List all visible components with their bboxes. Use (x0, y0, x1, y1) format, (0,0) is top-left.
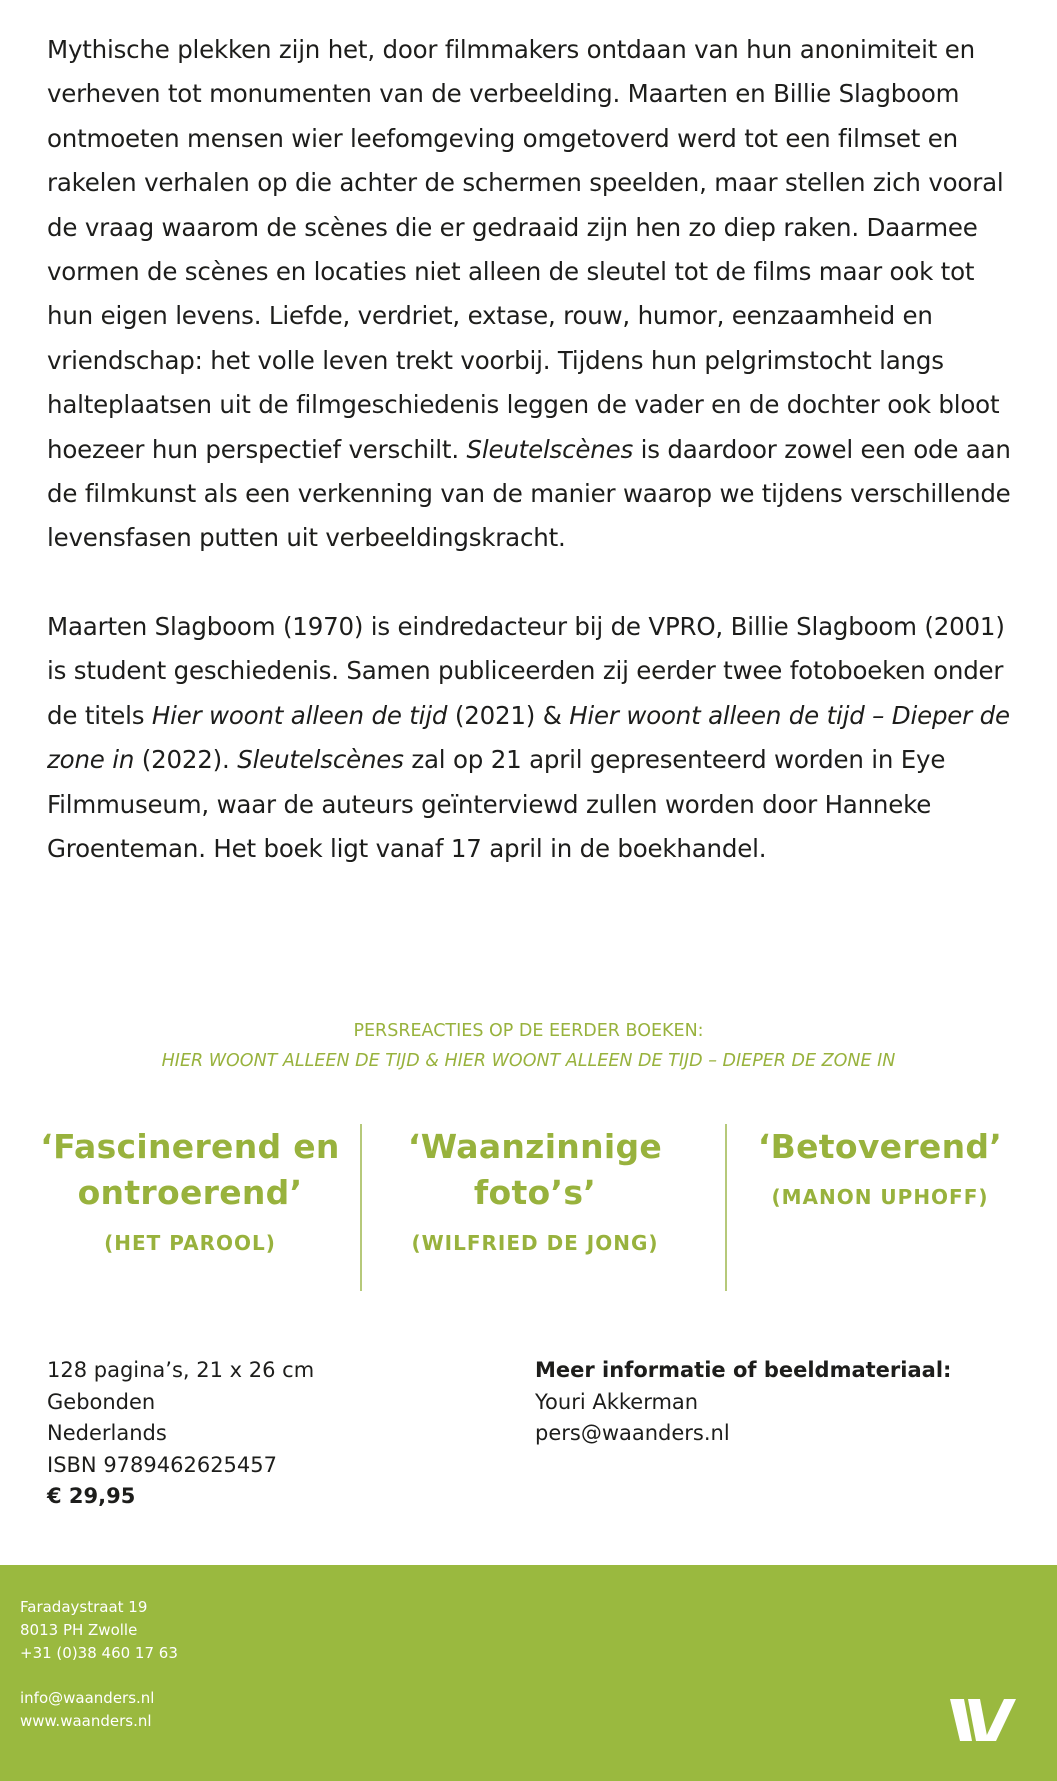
body-text (47, 28, 1012, 871)
bio-text-e: (2022). (134, 745, 238, 775)
bio-text-a: Maarten Slagboom (1970) is eindredacteur bij de VPRO, Billie Slagboom (2001) is student geschiedenis. Samen publiceerden zij eerder twee fotoboeken onder de titels (47, 611, 1005, 730)
footer-address (20, 1596, 178, 1664)
intro-paragraph (47, 28, 1012, 561)
contact-email[interactable]: pers@waanders.nl (535, 1421, 730, 1445)
footer-web (20, 1687, 154, 1733)
press-heading (0, 1016, 1057, 1076)
book-isbn: ISBN 9789462625457 (47, 1452, 278, 1477)
quote-divider (360, 1124, 362, 1291)
bio-paragraph (47, 605, 1012, 871)
intro-text-a: Mythische plekken zijn het, door filmmakers ontdaan van hun anonimiteit en verheven tot monumenten van de verbeelding. Maarten en Billie Slagboom ontmoeten mensen wier leefomgeving omgetoverd werd tot een filmset en rakelen verhalen op die achter de schermen speelden, maar stellen zich vooral de vraag waarom de scènes die er gedraaid zijn hen zo diep raken. Daarmee vormen de scènes en locaties niet alleen de sleutel tot de films maar ook tot hun eigen levens. Liefde, verdriet, extase, rouw, humor, eenzaamheid en vriendschap: het volle leven trekt voorbij. Tijdens hun pelgrimstocht langs halteplaatsen uit de filmgeschiedenis leggen de vader en de dochter ook bloot hoezeer hun perspectief verschilt. (47, 35, 1004, 464)
book-language: Nederlands (47, 1421, 167, 1445)
footer-email[interactable]: info@waanders.nl (20, 1689, 155, 1707)
book-pages: 128 pagina’s, 21 x 26 cm (47, 1358, 315, 1382)
quote-source: (WILFRIED DE JONG) (411, 1231, 659, 1255)
quote-text: ‘Betoverend’ (757, 1127, 1003, 1166)
contact-name: Youri Akkerman (535, 1389, 699, 1414)
bio-text-c: (2021) & (447, 700, 570, 730)
book-price: € 29,95 (47, 1484, 136, 1508)
bio-text-g: zal op 21 april gepresenteerd worden in Eye Filmmuseum, waar de auteurs geïnterviewd zullen worden door Hanneke Groenteman. Het boek ligt vanaf 17 april in de boekhandel. (47, 745, 946, 863)
press-heading-title: PERSREACTIES OP DE EERDER BOEKEN: (353, 1021, 704, 1041)
quote-source: (MANON UPHOFF) (771, 1185, 989, 1209)
press-contact (535, 1355, 951, 1450)
intro-book-title: Sleutelscènes (466, 434, 634, 464)
intro-text-c: is daardoor zowel een ode aan de filmkunst als een verkenning van de manier waarop we tijdens verschillende levensfasen putten uit verbeeldingskracht. (47, 434, 1011, 553)
quote-source: (HET PAROOL) (104, 1231, 276, 1255)
press-quotes (0, 1124, 1057, 1291)
footer-city: 8013 PH Zwolle (20, 1620, 138, 1639)
press-quote (730, 1124, 1030, 1212)
quote-text: ‘Waanzinnige foto’s’ (407, 1127, 663, 1212)
book-details (47, 1355, 314, 1513)
quote-divider (725, 1124, 727, 1291)
book-binding: Gebonden (47, 1389, 156, 1414)
press-heading-subtitle: HIER WOONT ALLEEN DE TIJD & HIER WOONT ALLEEN DE TIJD – DIEPER DE ZONE IN (161, 1051, 896, 1071)
bio-book-title-2: Hier woont alleen de tijd – Dieper de zone in (47, 700, 1010, 775)
footer-website[interactable]: www.waanders.nl (20, 1711, 152, 1730)
waanders-w-logo-icon (950, 1695, 1016, 1745)
footer-street: Faradaystraat 19 (20, 1598, 148, 1616)
footer (0, 1565, 1057, 1781)
press-quote (370, 1124, 700, 1258)
press-quote (30, 1124, 350, 1258)
contact-heading: Meer informatie of beeldmateriaal: (535, 1358, 952, 1382)
quote-text: ‘Fascinerend en ontroerend’ (40, 1127, 340, 1212)
footer-phone: +31 (0)38 460 17 63 (20, 1643, 178, 1662)
bio-book-title-1: Hier woont alleen de tijd (151, 700, 448, 730)
bio-book-title-3: Sleutelscènes (237, 745, 404, 775)
